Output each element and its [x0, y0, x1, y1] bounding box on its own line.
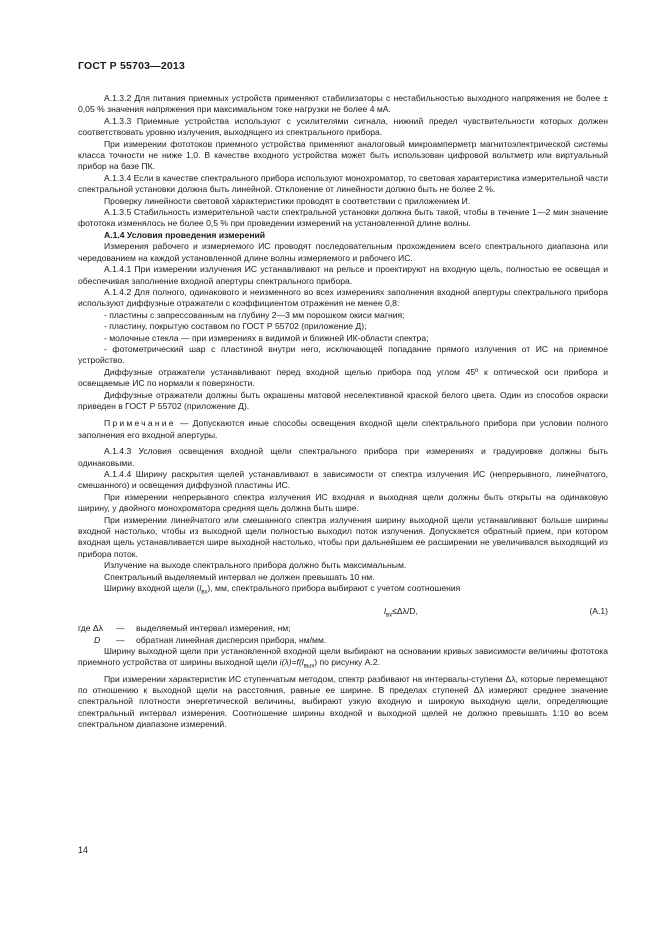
- formula-number: (А.1): [589, 606, 608, 617]
- paragraph-continuous-spectrum: При измерении непрерывного спектра излучения ИС входная и выходная щели должны быть открыты на одинаковую ширину, у двойного монохроматора средняя щель должна быть шире.: [78, 491, 608, 514]
- paragraph-reflector-paint: Диффузные отражатели должны быть окрашены матовой неселективной краской белого цвета. Один из способов окраски приведен в ГОСТ Р 55702 (приложение Д).: [78, 389, 608, 411]
- legend-text: выделяемый интервал измерения, нм;: [136, 623, 291, 634]
- list-item: - молочные стекла — при измерениях в видимой и ближней ИК-области спектра;: [104, 332, 429, 343]
- paragraph-interval: Спектральный выделяемый интервал не должен превышать 10 нм.: [104, 571, 375, 582]
- paragraph-line-spectrum: При измерении линейчатого или смешанного спектра излучения ширину выходной щели устанавливают больше ширины входной настолько, чтобы из выходной щели полностью выходил поток излучения. Допускается обратный прием, при котором входная щель устанавливается шире выходной настолько, чтобы при дальнейшем ее расширении не увеличивался выходящий из прибора поток.: [78, 514, 608, 559]
- legend-text: обратная линейная дисперсия прибора, нм/мм.: [136, 634, 327, 645]
- legend-symbol: D: [94, 634, 101, 645]
- note: [78, 418, 608, 441]
- paragraph-a132: А.1.3.2 Для питания приемных устройств применяют стабилизаторы с нестабильностью выходного напряжения не более ± 0,05 % значения напряжения при максимальном токе нагрузки не более 4 мА.: [78, 93, 608, 115]
- list-item: - фотометрический шар с пластиной внутри него, исключающей попадание прямого излучения от ИС на приемное устройство.: [78, 343, 608, 366]
- paragraph-max-output: Излучение на выходе спектрального прибора должно быть максимальным.: [104, 560, 407, 571]
- document-body: [78, 93, 608, 731]
- paragraph-a143: А.1.4.3 Условия освещения входной щели спектрального прибора при измерениях и градуировке должны быть одинаковыми.: [78, 446, 608, 468]
- paragraph-a134: А.1.3.4 Если в качестве спектрального прибора используют монохроматор, то световая характеристика измерительной части спектральной установки должна быть линейной. Отклонение от линейности должно быть не более 2 %.: [78, 172, 608, 195]
- paragraph-exit-slit: Ширину выходной щели при установленной входной щели выбирают на основании кривых зависимости величины фототока приемного устройства от ширины выходной щели $i(\lambda)=f(l_{вых})$ по рисунку А.2.: [78, 646, 608, 671]
- paragraph-measurement-order: Измерения рабочего и измеряемого ИС проводят последовательным прохождением всего спектрального диапазона или чередованием на каждой установленной длине волны измеряемого и рабочего ИС.: [78, 241, 608, 263]
- page-number: 14: [78, 845, 89, 855]
- note-label: Примечание: [104, 418, 176, 429]
- paragraph-a135: А.1.3.5 Стабильность измерительной части спектральной установки должна быть такой, чтобы в течение 1—2 мин значение фототока изменялось не более 0,5 % при проведении измерений на установленной длине волны.: [78, 207, 608, 229]
- formula-expression: $l_{вх}\le\Delta\lambda/D$,: [384, 606, 418, 619]
- paragraph-reflector-angle: Диффузные отражатели устанавливают перед входной щелью прибора под углом 45º к оптической оси прибора и освещаемые ИС по нормали к поверхности.: [78, 366, 608, 389]
- note-text: — Допускаются иные способы освещения входной щели спектрального прибора при условии полного заполнения его входной апертуры.: [78, 418, 608, 440]
- formula-legend-row: [78, 635, 608, 646]
- paragraph-linearity-check: Проверку линейности световой характеристики проводят в соответствии с приложением И.: [104, 195, 471, 206]
- legend-symbol: где Δλ: [78, 623, 103, 634]
- list-item: - пластины с запрессованным на глубину 2—3 мм порошком окиси магния;: [104, 309, 405, 320]
- formula-a1: [78, 601, 608, 623]
- paragraph-microammeter: При измерении фототоков приемного устройства применяют аналоговый микроамперметр магнитоэлектрической системы класса точности не ниже 1,0. В качестве входного устройства может быть использован цифровой вольтметр или виртуальный прибор на базе ПК.: [78, 138, 608, 172]
- paragraph-a144: А.1.4.4 Ширину раскрытия щелей устанавливают в зависимости от спектра излучения ИС (непрерывного, линейчатого, смешанного) и освещения диффузной пластины ИС.: [78, 469, 608, 491]
- paragraph-a133: А.1.3.3 Приемные устройства используют с усилителями сигнала, нижний предел чувствительности которых должен соответствовать уровню излучения, выходящего из спектрального прибора.: [78, 115, 608, 138]
- legend-dash: —: [116, 634, 125, 645]
- paragraph-a141: А.1.4.1 При измерении излучения ИС устанавливают на рельсе и проектируют на входную щель, полностью ее освещая и обеспечивая заполнение входной апертуры спектрального прибора.: [78, 264, 608, 286]
- formula-legend-row: [78, 623, 608, 634]
- paragraph-a142: А.1.4.2 Для полного, одинакового и неизменного во всех измерениях заполнения входной апертуры спектрального прибора используют диффузные отражатели с коэффициентом отражения не менее 0,8:: [78, 286, 608, 309]
- document-header: ГОСТ Р 55703—2013: [78, 60, 186, 72]
- paragraph-entrance-slit: Ширину входной щели $(l_{вх})$, мм, спектрального прибора выбирают с учетом соотношения: [104, 583, 461, 596]
- list-item: - пластину, покрытую составом по ГОСТ Р 55702 (приложение Д);: [104, 321, 367, 332]
- section-heading-a14: А.1.4 Условия проведения измерений: [104, 229, 266, 240]
- paragraph-step-method: При измерении характеристик ИС ступенчатым методом, спектр разбивают на интервалы-ступени Δλ, которые перемещают по отношению к выходной щели на расстояния, равные ее ширине. В пределах ступеней Δλ измеряют среднее значение спектральной плотности энергетической величины, выбирают узкую входную и широкую выходную щели, определяющие спектральный интервал измерения. Соотношение ширины входной и выходной щелей не должно превышать 1:10 во всем спектральном диапазоне измерений.: [78, 673, 608, 730]
- legend-dash: —: [116, 623, 125, 634]
